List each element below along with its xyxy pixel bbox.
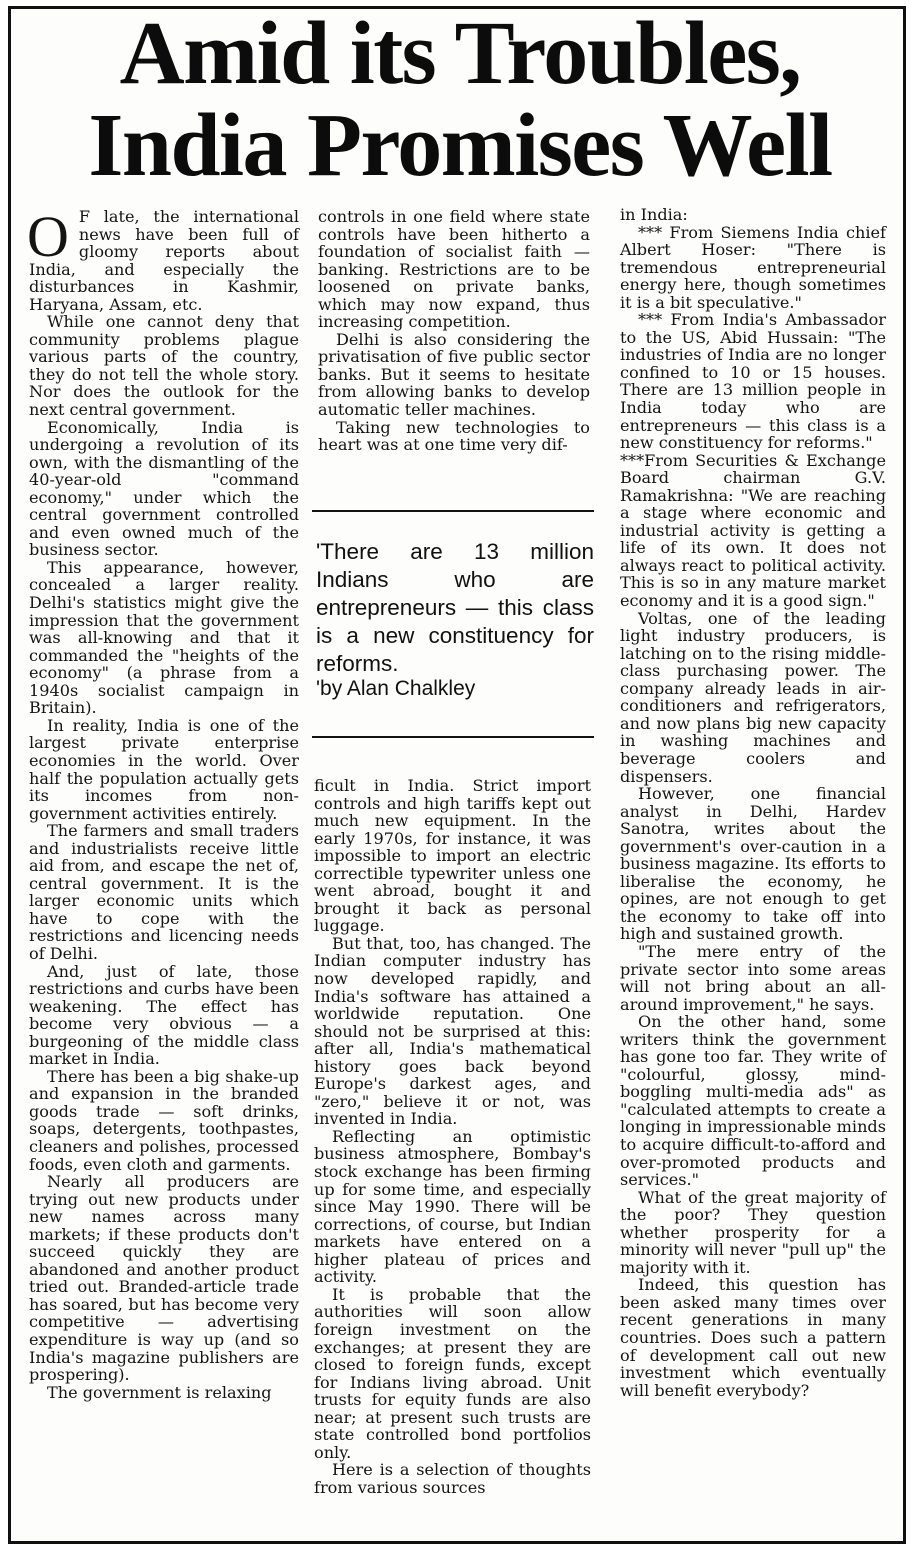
headline [10,4,910,195]
paragraph: This appearance, however, concealed a larger reality. Delhi's statistics might give the impression that the government was all-knowing and that it commanded the "heights of the economy" (a phrase from a 1940s socialist campaign in Britain). [29,557,299,718]
paragraph: Nearly all producers are trying out new products under new names across many markets; if these products don't succeed quickly they are abandoned and another product tried out. Branded-article trade has soared, but has become very competitive — advertising expenditure is way up (and so India's magazine publishers are prospering). [29,1172,299,1385]
paragraph: What of the great majority of the poor? They question whether prosperity for a minority will never "pull up" the majority with it. [620,1187,886,1277]
pull-quote-top-rule [312,510,594,512]
column-1 [27,204,299,1402]
paragraph: The farmers and small traders and industrialists receive little aid from, and escape the net of, central government. It is the larger economic units which have to cope with the restrictions and licencing needs of Delhi. [29,821,299,963]
paragraph: Here is a selection of thoughts from various sources [314,1460,591,1497]
paragraph: There has been a big shake-up and expansion in the branded goods trade — soft drinks, soaps, detergents, toothpastes, cleaners and polishes, processed foods, even cloth and garments. [29,1066,299,1174]
column-2-bottom [314,777,591,1496]
paragraph: Voltas, one of the leading light industry producers, is latching on to the rising middle-class purchasing power. The company already leads in air-conditioners and refrigerators, and now plans big new capacity in washing machines and beverage coolers and dispensers. [620,608,886,786]
paragraph: On the other hand, some writers think the government has gone too far. They write of "colourful, glossy, mind-boggling multi-media ads" as "calculated attempts to create a longing in impressionable minds to acquire difficult-to-afford and over-promoted products and services." [620,1012,886,1190]
drop-cap: O [27,204,69,269]
headline-line-2: India Promises Well [88,96,832,195]
paragraph: It is probable that the authorities will soon allow foreign investment on the exchanges; at present they are closed to foreign funds, except for Indians living abroad. Unit trusts for equity funds are also near; at present such trusts are state controlled bond portfolios only. [314,1284,591,1462]
paragraph: And, just of late, those restrictions and curbs have been weakening. The effect has become very obvious — a burgeoning of the middle class market in India. [29,961,299,1069]
paragraph: But that, too, has changed. The Indian computer industry has now developed rapidly, and India's software has attained a worldwide reputation. One should not be surprised at this: after all, India's mathematical history goes back beyond Europe's darkest ages, and "zero," believe it or not, was invented in India. [314,933,591,1129]
quote-ambassador: *** From India's Ambassador to the US, Abid Hussain: "The industries of India are no longer confined to 10 or 15 houses. There are 13 million people in India today who are entrepreneurs — this class is a new constituency for reforms." [620,310,886,453]
paragraph: "The mere entry of the private sector into some areas will not bring about an all-around improvement," he says. [620,941,886,1014]
paragraph: Indeed, this question has been asked many times over recent generations in many countries. Does such a pattern of development call out new investment which eventually will benefit everybody? [620,1275,886,1400]
paragraph: While one cannot deny that community problems plague various parts of the country, they do not tell the whole story. Nor does the outlook for the next central government. [29,312,299,420]
paragraph: controls in one field where state controls have been hitherto a foundation of socialist faith — banking. Restrictions are to be loosened on private banks, which may now expand, thus increasing competition. [318,207,590,332]
paragraph: Taking new technologies to heart was at one time very dif- [318,417,590,455]
lead-paragraph: O F late, the international news have been full of gloomy reports about India, and especially the disturbances in Kashmir, Haryana, Assam, etc. [27,204,299,314]
paragraph: In reality, India is one of the largest private enterprise economies in the world. Over half the population actually gets its incomes from non-government activities entirely. [29,715,299,823]
column-3 [620,206,886,1399]
paragraph: However, one financial analyst in Delhi, Hardev Sanotra, writes about the government's over-caution in a business magazine. Its efforts to liberalise the economy, he opines, are not enough to get the economy to take off into high and sustained growth. [620,784,886,944]
pull-quote: 'There are 13 million Indians who are entrepreneurs — this class is a new constituency for reforms. [316,539,594,676]
quote-siemens: *** From Siemens India chief Albert Hoser: "There is tremendous entrepreneurial energy here, though sometimes it is a bit speculative." [620,222,886,312]
headline-line-1: Amid its Troubles, [119,4,801,103]
paragraph: Delhi is also considering the privatisation of five public sector banks. But it seems to hesitate from allowing banks to develop automatic teller machines. [318,329,590,420]
quote-sebi: ***From Securities & Exchange Board chairman G.V. Ramakrishna: "We are reaching a stage where economic and industrial activity is getting a life of its own. It does not always react to political activity. This is so in any mature market economy and it is a good sign." [620,450,886,611]
paragraph: Economically, India is undergoing a revolution of its own, with the dismantling of the 40-year-old "command economy," under which the central government controlled and even owned much of the business sector. [29,417,299,560]
column-2-top [318,208,590,454]
paragraph: The government is relaxing [47,1382,272,1402]
pull-quote-bottom-rule [312,736,594,738]
paragraph: ficult in India. Strict import controls and high tariffs kept out much new equipment. In the early 1970s, for instance, it was impossible to import an electric correctible typewriter unless one went abroad, bought it and brought it back as personal luggage. [314,776,591,936]
byline: 'by Alan Chalkley [316,677,476,700]
paragraph: in India: [620,205,688,224]
paragraph: Reflecting an optimistic business atmosphere, Bombay's stock exchange has been firming up for some time, and especially since May 1990. There will be corrections, of course, but Indian markets have entered on a higher plateau of prices and activity. [314,1126,591,1287]
